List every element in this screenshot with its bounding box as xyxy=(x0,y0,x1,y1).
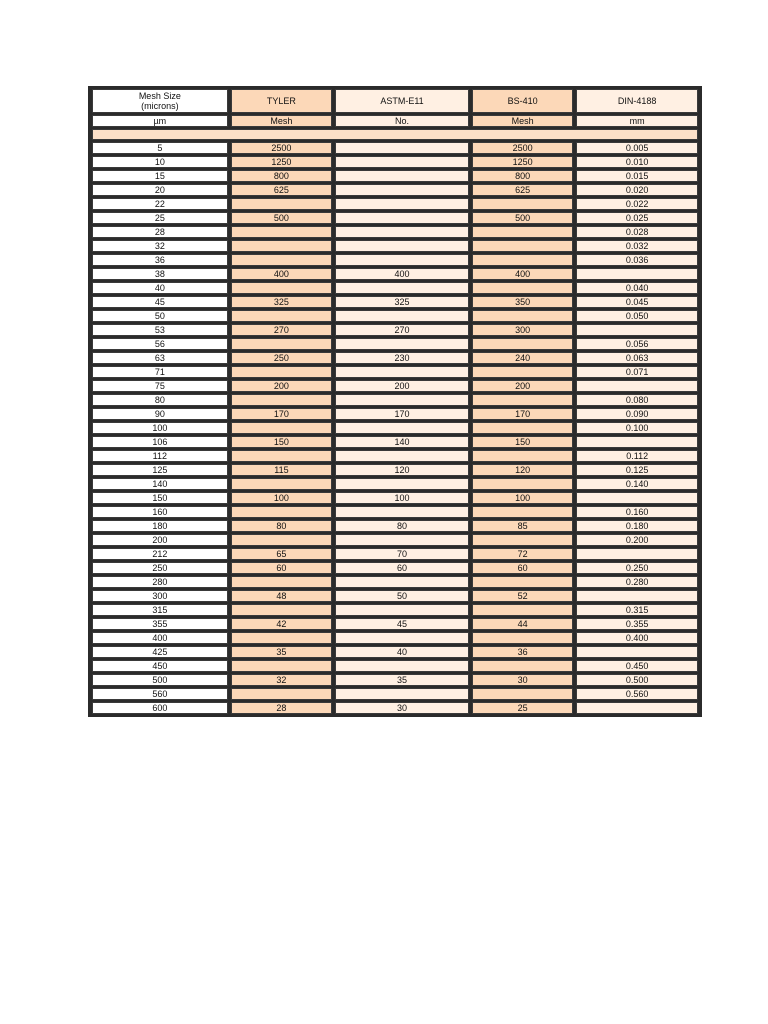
unit-astm: No. xyxy=(335,115,469,127)
cell-astm: 230 xyxy=(335,352,469,364)
table-row xyxy=(92,324,698,336)
cell-tyler xyxy=(231,198,333,210)
table-row xyxy=(92,254,698,266)
cell-mesh-size: 90 xyxy=(92,408,228,420)
cell-astm: 70 xyxy=(335,548,469,560)
cell-astm xyxy=(335,394,469,406)
header-astm: ASTM-E11 xyxy=(335,89,469,113)
header-row xyxy=(92,89,698,113)
cell-tyler: 325 xyxy=(231,296,333,308)
cell-bs xyxy=(472,576,574,588)
table-row xyxy=(92,520,698,532)
cell-astm xyxy=(335,660,469,672)
table-row xyxy=(92,352,698,364)
cell-astm xyxy=(335,534,469,546)
table-row xyxy=(92,394,698,406)
cell-mesh-size: 212 xyxy=(92,548,228,560)
cell-astm xyxy=(335,156,469,168)
cell-bs: 625 xyxy=(472,184,574,196)
cell-mesh-size: 32 xyxy=(92,240,228,252)
cell-mesh-size: 400 xyxy=(92,632,228,644)
table-row xyxy=(92,450,698,462)
table-row xyxy=(92,534,698,546)
cell-mesh-size: 38 xyxy=(92,268,228,280)
cell-astm: 325 xyxy=(335,296,469,308)
cell-mesh-size: 125 xyxy=(92,464,228,476)
cell-bs xyxy=(472,310,574,322)
cell-din: 0.080 xyxy=(576,394,698,406)
cell-bs xyxy=(472,282,574,294)
cell-din: 0.160 xyxy=(576,506,698,518)
table-row xyxy=(92,212,698,224)
cell-mesh-size: 5 xyxy=(92,142,228,154)
table-row xyxy=(92,226,698,238)
cell-tyler: 32 xyxy=(231,674,333,686)
header-bs: BS-410 xyxy=(472,89,574,113)
cell-bs: 30 xyxy=(472,674,574,686)
table-row xyxy=(92,436,698,448)
unit-din: mm xyxy=(576,115,698,127)
cell-astm xyxy=(335,254,469,266)
table-row xyxy=(92,590,698,602)
cell-astm xyxy=(335,688,469,700)
cell-din xyxy=(576,590,698,602)
cell-mesh-size: 15 xyxy=(92,170,228,182)
table-row xyxy=(92,142,698,154)
cell-din: 0.032 xyxy=(576,240,698,252)
cell-astm xyxy=(335,198,469,210)
cell-tyler xyxy=(231,282,333,294)
cell-tyler xyxy=(231,506,333,518)
cell-bs: 1250 xyxy=(472,156,574,168)
cell-bs xyxy=(472,632,574,644)
table-row xyxy=(92,688,698,700)
table-row xyxy=(92,562,698,574)
table-row xyxy=(92,548,698,560)
cell-bs xyxy=(472,422,574,434)
cell-mesh-size: 560 xyxy=(92,688,228,700)
table-row xyxy=(92,380,698,392)
cell-astm xyxy=(335,184,469,196)
cell-astm: 200 xyxy=(335,380,469,392)
cell-astm: 400 xyxy=(335,268,469,280)
cell-mesh-size: 36 xyxy=(92,254,228,266)
cell-din: 0.315 xyxy=(576,604,698,616)
table-row xyxy=(92,618,698,630)
cell-tyler xyxy=(231,366,333,378)
table-row xyxy=(92,310,698,322)
cell-mesh-size: 600 xyxy=(92,702,228,714)
cell-mesh-size: 112 xyxy=(92,450,228,462)
cell-tyler xyxy=(231,422,333,434)
cell-bs: 72 xyxy=(472,548,574,560)
cell-din xyxy=(576,436,698,448)
cell-bs xyxy=(472,366,574,378)
cell-bs xyxy=(472,338,574,350)
cell-bs xyxy=(472,660,574,672)
cell-astm xyxy=(335,212,469,224)
cell-din: 0.355 xyxy=(576,618,698,630)
cell-bs: 200 xyxy=(472,380,574,392)
units-row xyxy=(92,115,698,127)
cell-tyler: 42 xyxy=(231,618,333,630)
cell-din xyxy=(576,646,698,658)
cell-bs: 25 xyxy=(472,702,574,714)
cell-tyler: 500 xyxy=(231,212,333,224)
cell-bs: 36 xyxy=(472,646,574,658)
table-row xyxy=(92,492,698,504)
cell-bs: 240 xyxy=(472,352,574,364)
cell-bs xyxy=(472,198,574,210)
table-row xyxy=(92,170,698,182)
cell-bs: 170 xyxy=(472,408,574,420)
cell-bs: 85 xyxy=(472,520,574,532)
cell-bs: 300 xyxy=(472,324,574,336)
cell-tyler: 100 xyxy=(231,492,333,504)
table-row xyxy=(92,478,698,490)
cell-din: 0.400 xyxy=(576,632,698,644)
cell-mesh-size: 56 xyxy=(92,338,228,350)
cell-din: 0.140 xyxy=(576,478,698,490)
cell-bs: 150 xyxy=(472,436,574,448)
table-row xyxy=(92,674,698,686)
cell-din: 0.045 xyxy=(576,296,698,308)
table-row xyxy=(92,198,698,210)
table-row xyxy=(92,184,698,196)
cell-mesh-size: 500 xyxy=(92,674,228,686)
cell-astm: 140 xyxy=(335,436,469,448)
cell-tyler xyxy=(231,450,333,462)
cell-bs: 52 xyxy=(472,590,574,602)
header-tyler: TYLER xyxy=(231,89,333,113)
cell-tyler: 35 xyxy=(231,646,333,658)
cell-din: 0.010 xyxy=(576,156,698,168)
cell-mesh-size: 50 xyxy=(92,310,228,322)
cell-mesh-size: 28 xyxy=(92,226,228,238)
cell-bs: 100 xyxy=(472,492,574,504)
table-row xyxy=(92,156,698,168)
cell-din: 0.090 xyxy=(576,408,698,420)
cell-astm xyxy=(335,226,469,238)
cell-astm: 50 xyxy=(335,590,469,602)
table-row xyxy=(92,702,698,714)
cell-mesh-size: 10 xyxy=(92,156,228,168)
cell-astm xyxy=(335,450,469,462)
cell-tyler: 1250 xyxy=(231,156,333,168)
cell-din: 0.250 xyxy=(576,562,698,574)
cell-din xyxy=(576,702,698,714)
cell-bs xyxy=(472,688,574,700)
cell-tyler: 200 xyxy=(231,380,333,392)
cell-bs xyxy=(472,604,574,616)
cell-astm xyxy=(335,632,469,644)
cell-bs: 2500 xyxy=(472,142,574,154)
header-din: DIN-4188 xyxy=(576,89,698,113)
cell-tyler: 48 xyxy=(231,590,333,602)
table-row xyxy=(92,408,698,420)
cell-mesh-size: 425 xyxy=(92,646,228,658)
table-row xyxy=(92,422,698,434)
cell-astm: 45 xyxy=(335,618,469,630)
cell-tyler xyxy=(231,688,333,700)
cell-bs xyxy=(472,254,574,266)
cell-bs: 800 xyxy=(472,170,574,182)
cell-mesh-size: 25 xyxy=(92,212,228,224)
cell-tyler: 115 xyxy=(231,464,333,476)
table-row xyxy=(92,268,698,280)
cell-bs: 60 xyxy=(472,562,574,574)
header-mesh-size: Mesh Size (microns) xyxy=(92,89,228,113)
cell-din: 0.005 xyxy=(576,142,698,154)
cell-tyler xyxy=(231,534,333,546)
table-row xyxy=(92,338,698,350)
cell-tyler xyxy=(231,310,333,322)
cell-astm xyxy=(335,282,469,294)
cell-tyler xyxy=(231,226,333,238)
cell-bs xyxy=(472,478,574,490)
cell-bs xyxy=(472,450,574,462)
cell-tyler: 80 xyxy=(231,520,333,532)
cell-astm: 270 xyxy=(335,324,469,336)
cell-astm xyxy=(335,310,469,322)
cell-mesh-size: 315 xyxy=(92,604,228,616)
cell-din: 0.036 xyxy=(576,254,698,266)
cell-bs xyxy=(472,534,574,546)
cell-tyler xyxy=(231,660,333,672)
cell-tyler: 2500 xyxy=(231,142,333,154)
cell-din: 0.056 xyxy=(576,338,698,350)
cell-din xyxy=(576,492,698,504)
cell-din: 0.450 xyxy=(576,660,698,672)
cell-mesh-size: 63 xyxy=(92,352,228,364)
cell-mesh-size: 106 xyxy=(92,436,228,448)
cell-tyler xyxy=(231,632,333,644)
mesh-table xyxy=(89,87,701,716)
cell-astm xyxy=(335,142,469,154)
cell-mesh-size: 300 xyxy=(92,590,228,602)
mesh-conversion-table xyxy=(88,86,702,717)
cell-din: 0.125 xyxy=(576,464,698,476)
cell-din: 0.180 xyxy=(576,520,698,532)
cell-mesh-size: 250 xyxy=(92,562,228,574)
cell-mesh-size: 40 xyxy=(92,282,228,294)
cell-din: 0.560 xyxy=(576,688,698,700)
cell-tyler: 60 xyxy=(231,562,333,574)
cell-mesh-size: 80 xyxy=(92,394,228,406)
cell-tyler xyxy=(231,254,333,266)
cell-tyler: 150 xyxy=(231,436,333,448)
table-row xyxy=(92,576,698,588)
cell-tyler: 800 xyxy=(231,170,333,182)
cell-mesh-size: 100 xyxy=(92,422,228,434)
cell-astm: 40 xyxy=(335,646,469,658)
cell-din xyxy=(576,380,698,392)
cell-mesh-size: 20 xyxy=(92,184,228,196)
cell-mesh-size: 180 xyxy=(92,520,228,532)
cell-din: 0.112 xyxy=(576,450,698,462)
table-row xyxy=(92,646,698,658)
cell-din: 0.500 xyxy=(576,674,698,686)
cell-din: 0.040 xyxy=(576,282,698,294)
table-body xyxy=(92,89,698,714)
cell-din: 0.063 xyxy=(576,352,698,364)
table-row xyxy=(92,632,698,644)
cell-astm: 80 xyxy=(335,520,469,532)
cell-mesh-size: 200 xyxy=(92,534,228,546)
cell-astm xyxy=(335,170,469,182)
cell-mesh-size: 355 xyxy=(92,618,228,630)
table-row xyxy=(92,366,698,378)
spacer-cell xyxy=(92,129,698,140)
cell-tyler: 28 xyxy=(231,702,333,714)
spacer-row xyxy=(92,129,698,140)
cell-mesh-size: 45 xyxy=(92,296,228,308)
cell-astm xyxy=(335,366,469,378)
cell-tyler: 400 xyxy=(231,268,333,280)
cell-din xyxy=(576,324,698,336)
cell-astm xyxy=(335,338,469,350)
cell-tyler xyxy=(231,394,333,406)
cell-bs: 350 xyxy=(472,296,574,308)
cell-mesh-size: 75 xyxy=(92,380,228,392)
cell-tyler: 250 xyxy=(231,352,333,364)
cell-astm xyxy=(335,478,469,490)
cell-mesh-size: 280 xyxy=(92,576,228,588)
cell-astm: 60 xyxy=(335,562,469,574)
cell-bs xyxy=(472,506,574,518)
cell-astm: 35 xyxy=(335,674,469,686)
cell-din xyxy=(576,548,698,560)
table-row xyxy=(92,282,698,294)
cell-astm: 120 xyxy=(335,464,469,476)
cell-tyler: 270 xyxy=(231,324,333,336)
unit-bs: Mesh xyxy=(472,115,574,127)
cell-astm: 100 xyxy=(335,492,469,504)
cell-bs: 400 xyxy=(472,268,574,280)
cell-tyler: 170 xyxy=(231,408,333,420)
cell-din: 0.022 xyxy=(576,198,698,210)
table-row xyxy=(92,506,698,518)
cell-din: 0.280 xyxy=(576,576,698,588)
cell-mesh-size: 140 xyxy=(92,478,228,490)
cell-din: 0.071 xyxy=(576,366,698,378)
cell-astm xyxy=(335,240,469,252)
cell-tyler xyxy=(231,604,333,616)
cell-bs: 120 xyxy=(472,464,574,476)
cell-tyler: 625 xyxy=(231,184,333,196)
cell-din: 0.028 xyxy=(576,226,698,238)
cell-bs: 44 xyxy=(472,618,574,630)
cell-din: 0.100 xyxy=(576,422,698,434)
table-row xyxy=(92,240,698,252)
unit-microns: µm xyxy=(92,115,228,127)
cell-astm xyxy=(335,576,469,588)
table-row xyxy=(92,464,698,476)
cell-tyler xyxy=(231,338,333,350)
unit-tyler: Mesh xyxy=(231,115,333,127)
cell-astm xyxy=(335,422,469,434)
cell-din: 0.020 xyxy=(576,184,698,196)
cell-mesh-size: 22 xyxy=(92,198,228,210)
cell-bs xyxy=(472,226,574,238)
cell-din: 0.200 xyxy=(576,534,698,546)
cell-din: 0.050 xyxy=(576,310,698,322)
cell-din xyxy=(576,268,698,280)
table-row xyxy=(92,604,698,616)
cell-bs: 500 xyxy=(472,212,574,224)
cell-astm: 170 xyxy=(335,408,469,420)
cell-tyler: 65 xyxy=(231,548,333,560)
cell-mesh-size: 160 xyxy=(92,506,228,518)
cell-astm xyxy=(335,506,469,518)
cell-bs xyxy=(472,240,574,252)
cell-mesh-size: 450 xyxy=(92,660,228,672)
cell-tyler xyxy=(231,576,333,588)
cell-tyler xyxy=(231,240,333,252)
cell-mesh-size: 150 xyxy=(92,492,228,504)
cell-astm: 30 xyxy=(335,702,469,714)
table-row xyxy=(92,660,698,672)
cell-bs xyxy=(472,394,574,406)
cell-din: 0.025 xyxy=(576,212,698,224)
cell-astm xyxy=(335,604,469,616)
cell-din: 0.015 xyxy=(576,170,698,182)
table-row xyxy=(92,296,698,308)
cell-tyler xyxy=(231,478,333,490)
cell-mesh-size: 71 xyxy=(92,366,228,378)
cell-mesh-size: 53 xyxy=(92,324,228,336)
